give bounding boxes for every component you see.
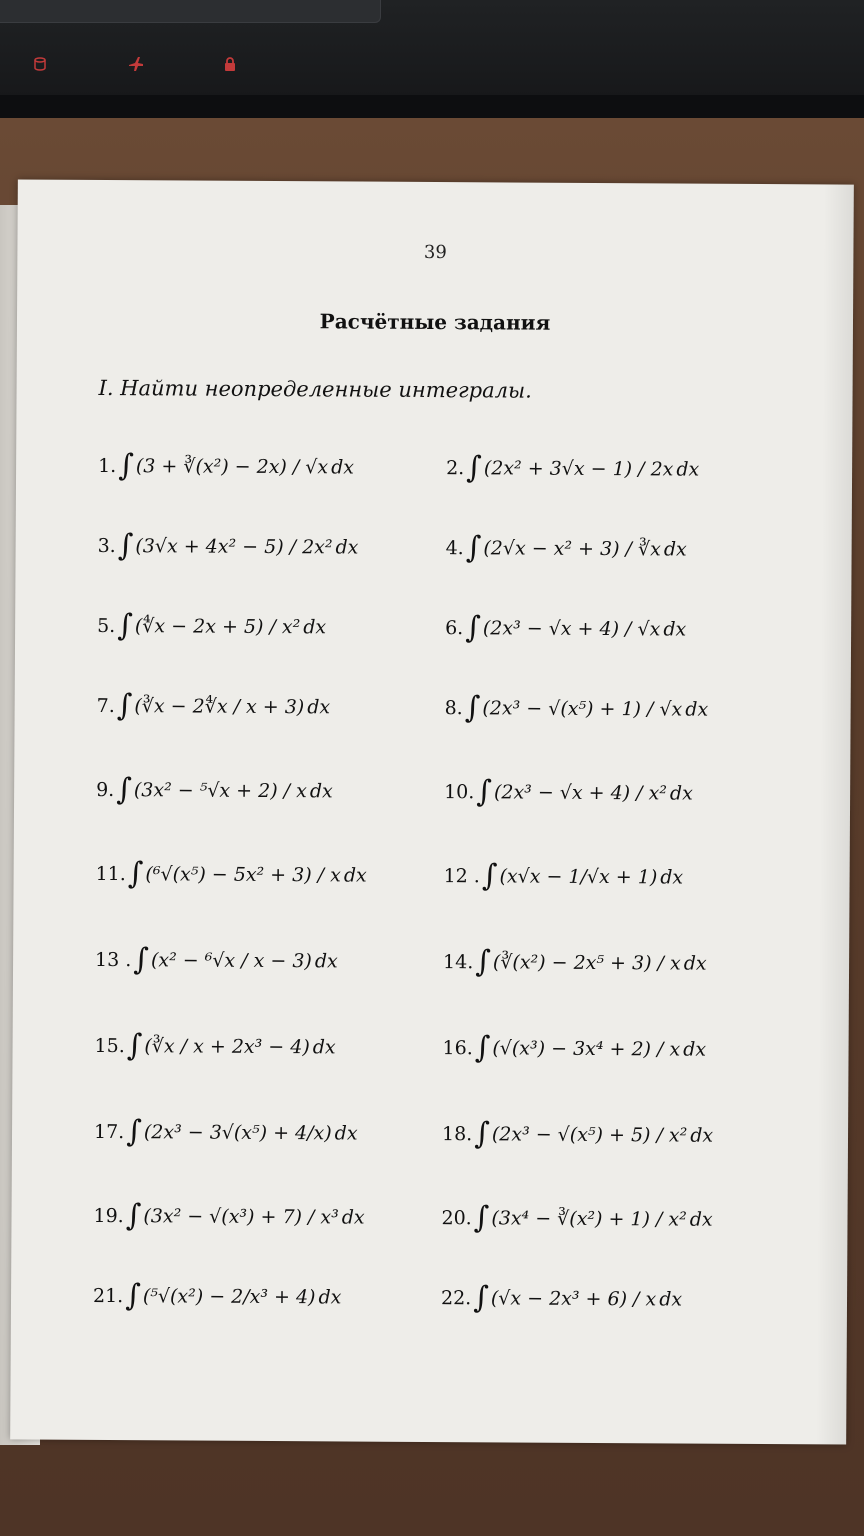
problem-item — [444, 858, 684, 894]
dx-label: dx — [312, 1035, 336, 1058]
problem-number: 6. — [445, 616, 464, 639]
dx-label: dx — [676, 457, 700, 481]
airplane-mode-icon — [128, 56, 144, 72]
problem-item — [96, 772, 333, 808]
problem-item — [94, 1114, 358, 1151]
problem-number: 17. — [93, 1120, 125, 1143]
task-instruction: I. Найти неопределенные интегралы. — [98, 375, 532, 403]
problem-number: 3. — [97, 534, 116, 557]
problem-number: 22. — [440, 1286, 472, 1309]
problem-item — [94, 1028, 335, 1064]
integrand-expression: (3x⁴ − ∛(x²) + 1) / x² — [491, 1206, 687, 1231]
integral-sign: ∫ — [473, 1280, 489, 1316]
dx-label: dx — [334, 1121, 358, 1145]
integral-sign: ∫ — [118, 448, 134, 484]
problem-number: 1. — [98, 454, 117, 477]
integrand-expression: (x√x − 1/√x + 1) — [499, 864, 658, 888]
integrand-expression: (∛x − 2∜x / x + 3) — [134, 694, 305, 718]
dx-label: dx — [690, 1124, 714, 1147]
book-page — [10, 179, 854, 1444]
integrand-expression: (√x − 2x³ + 6) / x — [490, 1286, 657, 1310]
problem-item — [443, 944, 707, 981]
problem-number: 9. — [96, 778, 115, 801]
integral-sign: ∫ — [473, 1200, 490, 1236]
problem-item — [446, 450, 699, 487]
integral-sign: ∫ — [465, 530, 482, 566]
integral-sign: ∫ — [474, 1030, 491, 1066]
laptop-lid-edge — [0, 0, 381, 23]
integrand-expression: (∛x / x + 2x³ − 4) — [144, 1034, 310, 1058]
integrand-expression: (∜x − 2x + 5) / x² — [134, 614, 301, 638]
integral-sign: ∫ — [474, 1116, 491, 1152]
integral-sign: ∫ — [466, 450, 482, 486]
problem-item — [445, 610, 686, 646]
dx-label: dx — [335, 535, 359, 559]
problem-item — [96, 856, 367, 893]
integral-sign: ∫ — [133, 942, 150, 978]
integral-sign: ∫ — [126, 1028, 143, 1064]
laptop-bezel — [0, 0, 864, 118]
page-title: Расчётные задания — [319, 309, 551, 335]
problem-number: 10. — [444, 780, 475, 803]
problem-item — [442, 1116, 713, 1153]
integral-sign: ∫ — [464, 690, 481, 726]
integral-sign: ∫ — [475, 944, 492, 980]
integral-sign: ∫ — [116, 772, 133, 808]
problem-number: 21. — [92, 1284, 124, 1307]
problem-number: 20. — [441, 1206, 472, 1229]
lock-indicator-icon — [222, 56, 238, 72]
problem-number: 12 . — [443, 864, 480, 887]
integral-sign: ∫ — [117, 528, 134, 564]
dx-label: dx — [669, 781, 693, 805]
dx-label: dx — [683, 952, 707, 975]
integrand-expression: (3 + ∛(x²) − 2x) / √x — [135, 454, 329, 478]
integrand-expression: (2x³ − √(x⁵) + 5) / x² — [491, 1122, 688, 1147]
integrand-expression: (√(x³) − 3x⁴ + 2) / x — [492, 1036, 681, 1061]
integrand-expression: (2x³ − √x + 4) / √x — [482, 616, 661, 640]
drive-indicator-icon — [32, 56, 48, 72]
dx-label: dx — [307, 695, 331, 718]
integral-sign: ∫ — [125, 1278, 142, 1314]
problem-item — [446, 530, 687, 566]
problem-number: 5. — [97, 614, 116, 637]
problem-item — [442, 1030, 706, 1067]
problem-number: 15. — [94, 1034, 125, 1057]
dx-label: dx — [663, 537, 687, 561]
problem-item — [444, 774, 693, 811]
integrand-expression: (3x² − ⁵√x + 2) / x — [133, 778, 307, 802]
integrand-expression: (⁶√(x⁵) − 5x² + 3) / x — [145, 862, 341, 886]
integral-sign: ∫ — [465, 610, 482, 646]
integrand-expression: (x² − ⁶√x / x − 3) — [150, 948, 312, 972]
integrand-expression: (2√x − x² + 3) / ∛x — [483, 536, 661, 560]
problem-number: 11. — [95, 862, 126, 885]
integrand-expression: (3√x + 4x² − 5) / 2x² — [135, 534, 333, 558]
integral-sign: ∫ — [126, 1114, 143, 1150]
integrand-expression: (2x² + 3√x − 1) / 2x — [483, 456, 674, 480]
problem-item — [95, 942, 338, 978]
problem-number: 2. — [446, 456, 465, 479]
dx-label: dx — [343, 863, 367, 887]
problem-item — [97, 608, 326, 644]
dx-label: dx — [341, 1205, 365, 1229]
dx-label: dx — [309, 779, 333, 802]
problem-number: 4. — [445, 536, 464, 559]
problem-item — [97, 688, 331, 724]
integrand-expression: (2x³ − 3√(x⁵) + 4/x) — [143, 1120, 332, 1144]
problem-number: 18. — [441, 1122, 473, 1145]
dx-label: dx — [659, 1287, 683, 1311]
problem-item — [441, 1200, 712, 1237]
problem-number: 7. — [96, 694, 115, 717]
integrand-expression: (3x² − √(x³) + 7) / x³ — [143, 1204, 339, 1228]
dx-label: dx — [318, 1285, 342, 1308]
integrand-expression: (2x³ − √x + 4) / x² — [493, 780, 668, 804]
dx-label: dx — [331, 455, 355, 479]
page-number: 39 — [423, 241, 447, 264]
problem-number: 14. — [443, 950, 474, 973]
dx-label: dx — [689, 1208, 713, 1231]
dx-label: dx — [685, 698, 709, 721]
integrand-expression: (2x³ − √(x⁵) + 1) / √x — [482, 696, 683, 721]
integrand-expression: (∛(x²) − 2x⁵ + 3) / x — [492, 950, 681, 975]
dx-label: dx — [660, 865, 684, 889]
dx-label: dx — [663, 617, 687, 641]
dx-label: dx — [314, 949, 338, 972]
problem-item — [441, 1280, 682, 1316]
problem-item — [93, 1278, 342, 1315]
problem-item — [98, 528, 359, 565]
problem-number: 19. — [93, 1204, 124, 1227]
problem-item — [98, 448, 354, 485]
problem-number: 16. — [442, 1036, 473, 1059]
dx-label: dx — [683, 1038, 707, 1061]
integral-sign: ∫ — [117, 608, 134, 644]
integral-sign: ∫ — [481, 858, 498, 894]
laptop-base — [0, 95, 864, 118]
dx-label: dx — [303, 615, 327, 638]
integral-sign: ∫ — [116, 688, 133, 724]
problem-item — [445, 690, 709, 727]
problem-number: 13 . — [95, 948, 132, 971]
problem-number: 8. — [444, 696, 463, 719]
integrand-expression: (⁵√(x²) − 2/x³ + 4) — [142, 1284, 316, 1308]
problem-item — [93, 1198, 364, 1235]
integral-sign: ∫ — [476, 774, 493, 810]
integral-sign: ∫ — [127, 856, 144, 892]
integral-sign: ∫ — [125, 1198, 142, 1234]
